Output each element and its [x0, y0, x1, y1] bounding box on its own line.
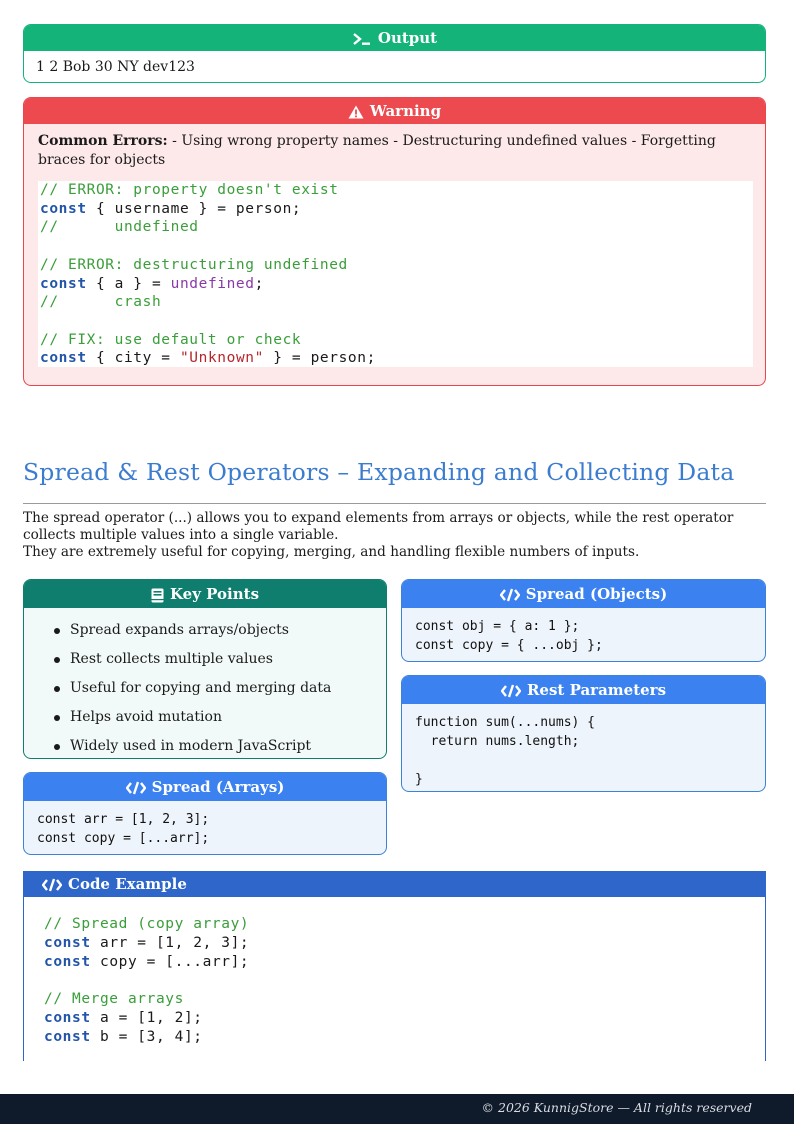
rest-parameters-title: Rest Parameters: [526, 681, 667, 699]
page-footer: [0, 1094, 794, 1124]
warning-triangle-icon: [348, 105, 364, 119]
warning-text: - Using wrong property names - Destructuring undefined values - Forgetting braces for objects: [38, 133, 716, 168]
list-item: Widely used in modern JavaScript: [54, 732, 386, 759]
warning-label: Common Errors:: [38, 133, 168, 149]
section-title: Spread & Rest Operators – Expanding and Collecting Data: [23, 458, 735, 486]
spread-objects-header: [402, 580, 765, 608]
code-comment: // Spread (copy array): [44, 916, 250, 932]
code-example-title: Code Example: [68, 875, 187, 893]
code-keyword: const: [44, 1028, 91, 1045]
spread-objects-code: const obj = { a: 1 }; const copy = { ...obj };: [415, 619, 603, 653]
code-keyword: const: [44, 934, 91, 951]
list-item: Rest collects multiple values: [54, 645, 386, 674]
output-header: [24, 25, 765, 51]
spread-arrays-card: [23, 772, 387, 855]
code-icon: [500, 588, 520, 602]
list-item: Useful for copying and merging data: [54, 674, 386, 703]
output-box: [23, 24, 766, 83]
section-divider: [23, 503, 766, 504]
spread-arrays-code: const arr = [1, 2, 3]; const copy = [...arr];: [37, 812, 210, 846]
section-intro: [23, 510, 769, 561]
code-text: { a } =: [86, 275, 171, 292]
warning-code-block: [38, 181, 753, 367]
key-points-header: [24, 580, 386, 608]
code-keyword: const: [40, 275, 87, 292]
code-text: } = person;: [263, 350, 376, 367]
footer-copyright: © 2026 KunnigStore — All rights reserved: [481, 1100, 752, 1115]
code-icon: [501, 684, 521, 698]
code-icon: [42, 878, 62, 892]
code-example-code: [24, 897, 765, 1047]
code-text: a = [1, 2];: [90, 1009, 203, 1026]
warning-title: Warning: [369, 102, 442, 120]
key-points-title: Key Points: [169, 585, 260, 603]
code-text: arr = [1, 2, 3];: [90, 934, 250, 951]
list-item: Helps avoid mutation: [54, 703, 386, 732]
intro-paragraph-1: The spread operator (...) allows you to expand elements from arrays or objects, while the rest operator collects multiple values into a single variable.: [23, 510, 734, 543]
book-icon: [151, 588, 164, 603]
rest-parameters-card: [401, 675, 766, 792]
code-keyword: const: [40, 350, 87, 367]
intro-paragraph-2: They are extremely useful for copying, merging, and handling flexible numbers of inputs.: [23, 544, 640, 560]
output-value: 1 2 Bob 30 NY dev123: [36, 59, 195, 75]
rest-parameters-code: function sum(...nums) { return nums.length; }: [415, 715, 596, 787]
code-keyword: const: [40, 200, 87, 217]
code-text: ;: [254, 275, 264, 292]
warning-header: [24, 98, 765, 124]
code-example-header: [24, 871, 765, 897]
terminal-icon: [352, 32, 372, 46]
spread-objects-title: Spread (Objects): [525, 585, 668, 603]
code-keyword: const: [44, 1009, 91, 1026]
code-comment: // ERROR: property doesn't exist: [40, 182, 339, 198]
spread-arrays-header: [24, 773, 386, 801]
code-text: { username } = person;: [86, 200, 302, 217]
rest-parameters-header: [402, 676, 765, 704]
code-comment: // ERROR: destructuring undefined: [40, 256, 348, 273]
code-value: undefined: [170, 275, 255, 292]
code-text: { city =: [86, 350, 180, 367]
code-example-box: [23, 871, 766, 1061]
output-title: Output: [377, 29, 438, 47]
spread-arrays-title: Spread (Arrays): [151, 778, 285, 796]
code-string: "Unknown": [179, 350, 264, 367]
code-comment: // Merge arrays: [44, 991, 184, 1008]
code-text: b = [3, 4];: [90, 1028, 203, 1045]
code-text: copy = [...arr];: [90, 953, 250, 970]
code-comment: // crash: [40, 294, 162, 311]
key-points-box: [23, 579, 387, 759]
code-keyword: const: [44, 953, 91, 970]
key-points-list: [24, 608, 386, 759]
code-comment: // FIX: use default or check: [40, 331, 302, 348]
spread-objects-card: [401, 579, 766, 662]
warning-description: [24, 124, 765, 170]
code-comment: // undefined: [40, 219, 199, 236]
warning-box: [23, 97, 766, 386]
code-icon: [126, 781, 146, 795]
list-item: Spread expands arrays/objects: [54, 616, 386, 645]
